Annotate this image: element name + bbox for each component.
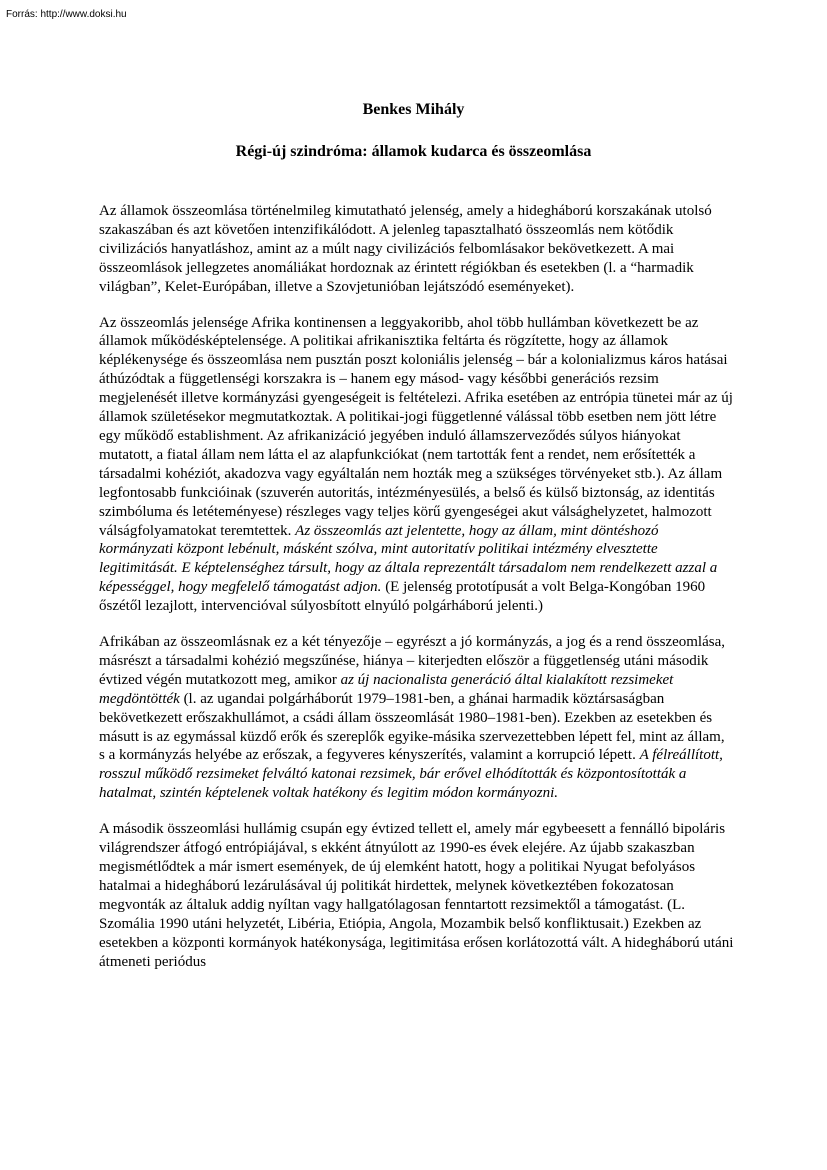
- source-note: Forrás: http://www.doksi.hu: [6, 9, 127, 20]
- emphasized-text-segment: A félreállított, rosszul működő rezsimeket felváltó katonai rezsimek, bár erővel elhódították és központosították a hatalmat, szintén képtelenek voltak hatékony és legitim módon kormányozni.: [99, 747, 723, 802]
- text-segment: Az államok összeomlása történelmileg kimutatható jelenség, amely a hidegháború korszakának utolsó szakaszában és azt követően intenzifikálódott. A jelenleg tapasztalható összeomlás nem kötődik civilizációs hanyatláshoz, amint az a múlt nagy civilizációs felbomlásakor bekövetkezett. A mai összeomlások jellegzetes anomáliákat hordoznak az érintett régiókban és esetekben (l. a “harmadik világban”, Kelet-Európában, illetve a Szovjetunióban lejátszódó eseményeket).: [99, 203, 712, 295]
- emphasized-text-segment: Az összeomlás azt jelentette, hogy az állam, mint döntéshozó kormányzati központ lebénult, másként szólva, mint autoritatív politikai intézmény elvesztette legitimitását. E képtelenséghez társult, hogy az általa reprezentált társadalom nem rendelkezett azzal a képességgel, hogy megfelelő támogatást adjon.: [99, 522, 718, 596]
- document-body: [99, 202, 734, 988]
- paragraph: [99, 633, 734, 803]
- document-title: Régi-új szindróma: államok kudarca és összeomlása: [235, 143, 592, 160]
- text-segment: Az összeomlás jelensége Afrika kontinensen a leggyakoribb, ahol több hullámban következett be az államok működésképtelensége. A politikai afrikanisztika feltárta és rögzítette, hogy az államok képlékenysége és összeomlása nem pusztán poszt koloniális jelenség – bár a kolonializmus káros hatásai áthúzódtak a függetlenségi korszakra is – hanem egy másod- vagy későbbi generációs rezsim megjelenését illetve kormányzási gyengeségeit is feltételezi. Afrika esetében az entrópia tünetei már az új államok születésekor megmutatkoztak. A politikai-jogi függetlenné válással több esetben nem jött létre egy működő establishment. Az afrikanizáció jegyében induló államszerveződés súlyos hiányokat mutatott, a fiatal állam nem látta el az alapfunkciókat (nem tartották fent a rendet, nem erősítették a társadalmi kohéziót, akadozva vagy egyáltalán nem hozták meg a szükséges törvényeket stb.). Az állam legfontosabb funkcióinak (szuverén autoritás, intézményesülés, a belső és külső biztonság, az identitás szimbóluma és letéteményese) részleges vagy teljes körű gyengeségei akut válsághelyzetet, halmozott válságfolyamatokat teremtettek.: [99, 314, 733, 539]
- text-segment: (l. az ugandai polgárháborút 1979–1981-ben, a ghánai harmadik köztársaságban bekövetkezett erőszakhullámot, a csádi állam összeomlását 1980–1981-ben). Ezekben az esetekben és másutt is az egymással küzdő erők és szereplők egyike-másika szervezettebben lépett fel, mint az állam, s a kormányzás helyébe az erőszak, a fegyveres kényszerítés, valamint a korrupció lépett.: [99, 690, 725, 764]
- text-segment: Afrikában az összeomlásnak ez a két tényezője – egyrészt a jó kormányzás, a jog és a rend összeomlása, másrészt a társadalmi kohézió megszűnése, hiánya – kiterjedten először a függetlenség utáni második évtized végén mutatkozott meg, amikor: [99, 634, 725, 688]
- emphasized-text-segment: az új nacionalista generáció által kialakított rezsimeket megdöntötték: [99, 671, 674, 707]
- paragraph: [99, 314, 734, 617]
- author-name: Benkes Mihály: [362, 101, 465, 118]
- text-segment: A második összeomlási hullámig csupán egy évtized tellett el, amely már egybeesett a fennálló bipoláris világrendszer átfogó entrópiájával, s ekként átnyúlott az 1990-es évek elejére. Az újabb szakaszban megismétlődtek a már ismert események, de új elemként hatott, hogy a politikai Nyugat befolyásos hatalmai a hidegháború lezárulásával új politikát hirdettek, melynek következtében fokozatosan megvonták az általuk addig nyíltan vagy hallgatólagosan fenntartott rezsimektől a támogatást. (L. Szomália 1990 utáni helyzetét, Libéria, Etiópia, Angola, Mozambik belső konfliktusait.) Ezekben az esetekben a központi kormányok hatékonysága, legitimitása erősen korlátozottá vált. A hidegháború utáni átmeneti periódus: [99, 821, 734, 970]
- paragraph: [99, 202, 734, 297]
- paragraph: [99, 820, 734, 971]
- text-segment: (E jelenség prototípusát a volt Belga-Kongóban 1960 őszétől lezajlott, intervencióval súlyosbított elnyúló polgárháború jelenti.): [99, 579, 706, 615]
